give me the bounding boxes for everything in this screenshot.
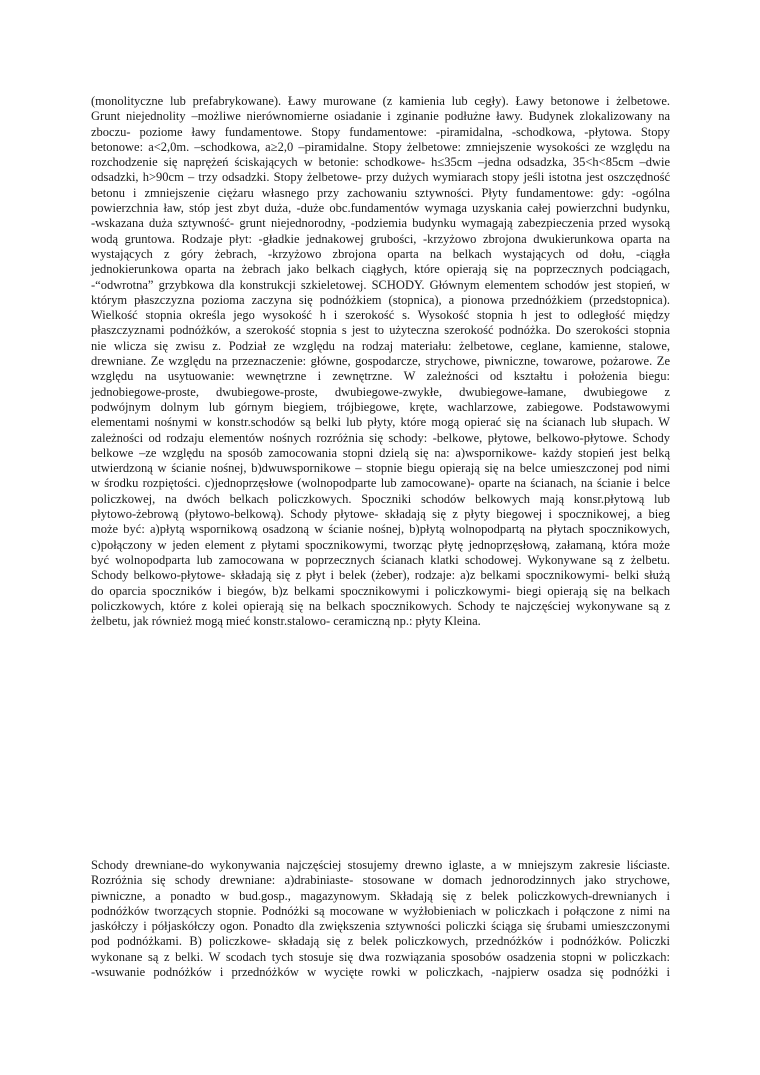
- text-line: odsadzki, h>90cm – trzy odsadzki. Stopy żelbetowe- przy dużych wymiarach stopy jeśli istotna jest oszczędność: [91, 170, 670, 185]
- text-line: belkowe –ze względu na sposób zamocowania stopni dzielą się na: a)wspornikowe- każdy stopień jest belką: [91, 445, 670, 460]
- text-line: wystających z góry żebrach, -krzyżowo zbrojona oparta na belkach wystających od dołu, -ciągła: [91, 246, 670, 261]
- text-line: którym płaszczyzna pozioma zaczyna się podnóżkiem (stopnica), a pionowa przednóżkiem (przedstopnica).: [91, 292, 670, 307]
- text-line: rozchodzenie się naprężeń ściskających w betonie: schodkowe- h≤35cm –jedna odsadzka, 35<h<85cm –dwie: [91, 155, 670, 170]
- text-line: betonu i zmniejszenie ciężaru własnego przy zachowaniu sztywności. Płyty fundamentowe: gdy: -ogólna: [91, 185, 670, 200]
- text-line: w środku rozpiętości. c)jednoprzęsłowe (wolnopodparte lub zamocowane)- oparte na ścianach, na ścianie i belce: [91, 476, 670, 491]
- paragraph-foundations-and-stairs: [91, 94, 670, 629]
- text-line: żelbetu, jak również mogą mieć konstr.stalowo- ceramiczną np.: płyty Kleina.: [91, 614, 481, 629]
- text-line: płaszczyznami podnóżków, a szerokość stopnia s jest to użyteczna szerokość podnóżka. Do szerokości stopnia: [91, 323, 670, 338]
- text-line: (monolityczne lub prefabrykowane). Ławy murowane (z kamienia lub cegły). Ławy betonowe i żelbetowe.: [91, 94, 670, 108]
- text-line: Grunt niejednolity –możliwe nierównomierne osiadanie i zginanie podłużne ławy. Budynek zlokalizowany na: [91, 109, 670, 124]
- text-line: Schody drewniane-do wykonywania najczęściej stosujemy drewno iglaste, a w mniejszym zakresie liściaste.: [91, 858, 670, 872]
- text-line: jaskółczy i półjaskółczy ogon. Ponadto dla zwiększenia sztywności policzki ściąga się śrubami umieszczonymi: [91, 919, 670, 934]
- text-line: względu na usytuowanie: wewnętrzne i zewnętrzne. W zależności od kształtu i położenia biegu:: [91, 369, 670, 384]
- text-line: -wskazana duża sztywność- grunt niejednorodny, -podziemia budynku wymagają zabezpieczenia przed wysoką: [91, 216, 670, 231]
- paragraph-wooden-stairs: [91, 858, 670, 980]
- text-line: -wsuwanie podnóżków i przednóżków w wycięte rowki w policzkach, -najpierw osadza się podnóżki i: [91, 965, 670, 980]
- text-line: jednobiegowe-proste, dwubiegowe-proste, dwubiegowe-zwykłe, dwubiegowe-łamane, dwubiegowe z: [91, 384, 670, 399]
- text-line: nie wlicza się zwisu z. Podział ze względu na rodzaj materiału: żelbetowe, ceglane, kamienne, stalowe,: [91, 338, 670, 353]
- text-line: Rozróżnia się schody drewniane: a)drabiniaste- stosowane w domach jednorodzinnych jako strychowe,: [91, 873, 670, 888]
- text-line: płytowo-żebrową (płytowo-belkową). Schody płytowe- składają się z płyty biegowej i spocznikowej, a bieg: [91, 507, 670, 522]
- text-line: Wielkość stopnia określa jego wysokość h i szerokość s. Wysokość stopnia h jest to odległość między: [91, 308, 670, 323]
- text-line: c)połączony w jeden element z płytami spocznikowymi, tworząc płytę jednoprzęsłową, załamaną, która może: [91, 537, 670, 552]
- text-line: drewniane. Ze względu na przeznaczenie: główne, gospodarcze, strychowe, piwniczne, towarowe, pożarowe. Ze: [91, 354, 670, 369]
- text-line: jednokierunkowa oparta na żebrach jako belkach ciągłych, które opierają się na poprzecznych podciągach,: [91, 262, 670, 277]
- text-line: być wolnopodparta lub zamocowana w poprzecznych ścianach klatki schodowej. Wykonywane są z żelbetu.: [91, 552, 670, 567]
- text-line: pod podnóżkami. B) policzkowe- składają się z belek policzkowych, przednóżków i podnóżków. Policzki: [91, 934, 670, 949]
- text-line: utwierdzoną w ścianie nośnej, b)dwuwspornikowe – stopnie biegu opierają się na belce umieszczonej pod nimi: [91, 461, 670, 476]
- text-line: -“odwrotna” grzybkowa dla konstrukcji szkieletowej. SCHODY. Głównym elementem schodów jest stopień, w: [91, 277, 670, 292]
- text-line: wodą gruntowa. Rodzaje płyt: -gładkie jednakowej grubości, -krzyżowo zbrojona dwukierunkowa oparta na: [91, 231, 670, 246]
- text-line: policzkowej, na dwóch belkach policzkowych. Spoczniki schodów belkowych mają konsr.płytową lub: [91, 491, 670, 506]
- text-line: policzkowych, które z kolei opierają się na belkach spocznikowych. Schody te najczęściej wykonywane są z: [91, 598, 670, 613]
- text-line: podwójnym dolnym lub górnym biegiem, trójbiegowe, kręte, wachlarzowe, zabiegowe. Podstawowymi: [91, 399, 670, 414]
- text-line: może być: a)płytą wspornikową osadzoną w ścianie nośnej, b)płytą wolnopodpartą na płytach spocznikowych,: [91, 522, 670, 537]
- text-line: zależności od rodzaju elementów nośnych rozróżnia się schody: -belkowe, płytowe, belkowo-płytowe. Schody: [91, 430, 670, 445]
- text-line: zboczu- poziome ławy fundamentowe. Stopy fundamentowe: -piramidalna, -schodkowa, -płytowa. Stopy: [91, 124, 670, 139]
- text-line: powierzchnia ław, stóp jest zbyt duża, -duże obc.fundamentów wymaga uzyskania całej powierzchni budynku,: [91, 201, 670, 216]
- text-line: piwniczne, a ponadto w bud.gosp., magazynowym. Składają się z belek policzkowych-drewnianych i: [91, 888, 670, 903]
- text-line: elementami nośnymi w konstr.schodów są belki lub płyty, które mogą opierać się na ścianach lub słupach. W: [91, 415, 670, 430]
- text-line: do oparcia spoczników i biegów, b)z belkami spocznikowymi i policzkowymi- biegi opierają się na belkach: [91, 583, 670, 598]
- text-line: podnóżków tworzących stopnie. Podnóżki są mocowane w wyżłobieniach w policzkach i połączone z nimi na: [91, 903, 670, 918]
- text-line: wykonane są z belki. W scodach tych stosuje się dwa rozwiązania sposobów osadzenia stopni w policzkach:: [91, 949, 670, 964]
- text-line: betonowe: a<2,0m. –schodkowa, a≥2,0 –piramidalne. Stopy żelbetowe: zmniejszenie wysokości ze względu na: [91, 139, 670, 154]
- text-line: Schody belkowo-płytowe- składają się z płyt i belek (żeber), rodzaje: a)z belkami spocznikowymi- belki służą: [91, 568, 670, 583]
